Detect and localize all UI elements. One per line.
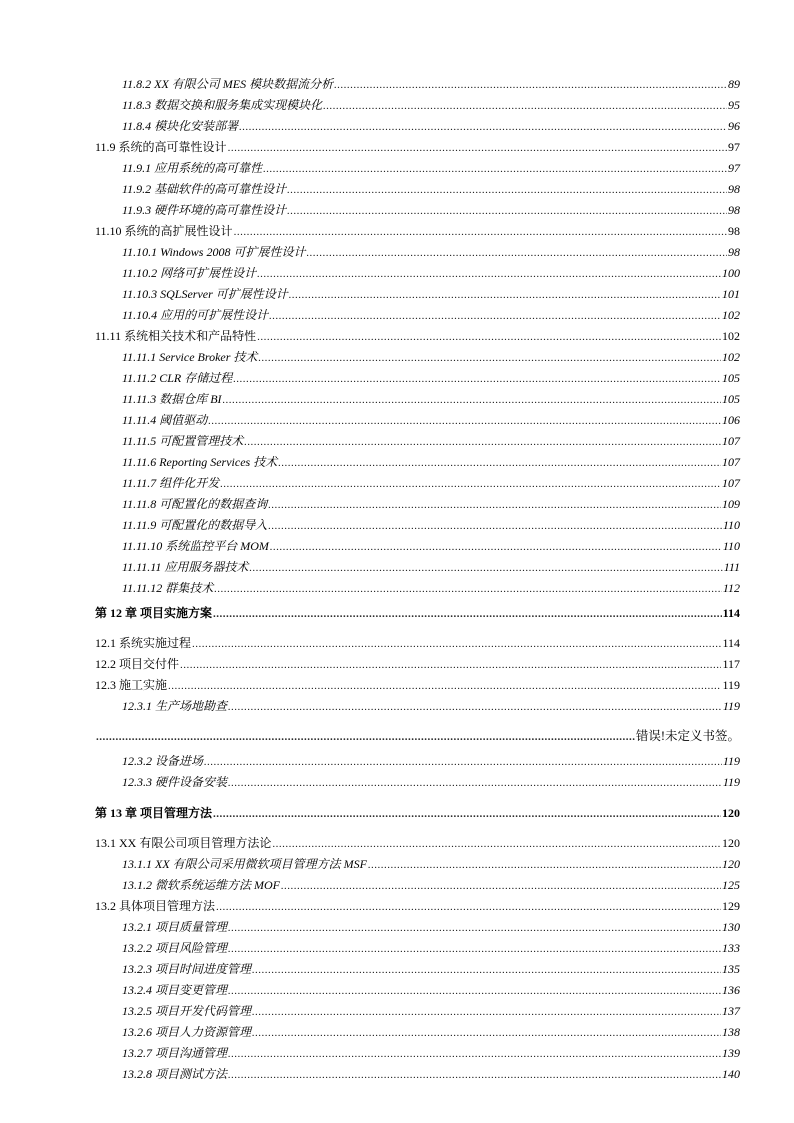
- toc-entry-label: 11.11.7 组件化开发: [122, 476, 220, 490]
- toc-entry-label: 13.2.5 项目开发代码管理: [122, 1004, 252, 1018]
- toc-entry-label: 第 12 章 项目实施方案: [95, 606, 213, 620]
- toc-entry[interactable]: [122, 1045, 740, 1061]
- toc-entry[interactable]: [95, 656, 740, 672]
- toc-entry[interactable]: [122, 753, 740, 769]
- toc-leader-dots: [289, 287, 721, 303]
- toc-entry-label: 13.2.3 项目时间进度管理: [122, 962, 252, 976]
- toc-entry-label: 13.2.2 项目风险管理: [122, 941, 228, 955]
- toc-page-number: 136: [722, 983, 740, 997]
- toc-page-number: 109: [722, 497, 740, 511]
- toc-page-number: 107: [722, 434, 740, 448]
- toc-leader-dots: [204, 754, 722, 770]
- toc-entry[interactable]: [122, 496, 740, 512]
- toc-leader-dots: [228, 140, 727, 156]
- toc-page-number: 129: [722, 899, 740, 913]
- toc-page-number: 98: [728, 203, 740, 217]
- toc-entry[interactable]: [122, 559, 740, 575]
- toc-entry-label: 11.11.8 可配置化的数据查询: [122, 497, 268, 511]
- toc-leader-dots: [213, 806, 721, 822]
- toc-entry[interactable]: [122, 961, 740, 977]
- toc-leader-dots: [180, 657, 721, 673]
- toc-page-number: 133: [722, 941, 740, 955]
- toc-page-number: 98: [728, 224, 740, 238]
- toc-page-number: 101: [722, 287, 740, 301]
- toc-leader-dots: [252, 962, 721, 978]
- toc-entry[interactable]: [122, 1003, 740, 1019]
- toc-page-number: 102: [722, 308, 740, 322]
- toc-entry-label: 12.3.1 生产场地勘查: [122, 699, 228, 713]
- toc-entry-label: 11.11.11 应用服务器技术: [122, 560, 249, 574]
- toc-entry-label: 13.2.4 项目变更管理: [122, 983, 228, 997]
- toc-leader-dots: [257, 266, 721, 282]
- toc-leader-dots: [223, 392, 721, 408]
- toc-leader-dots: [252, 1004, 721, 1020]
- toc-leader-dots: [214, 581, 722, 597]
- toc-entry[interactable]: [122, 940, 740, 956]
- toc-page-number: 97: [728, 140, 740, 154]
- toc-entry-label: 11.8.2 XX 有限公司 MES 模块数据流分析: [122, 77, 334, 91]
- toc-entry-label: 11.11.1 Service Broker 技术: [122, 350, 258, 364]
- toc-entry[interactable]: [122, 580, 740, 596]
- toc-leader-dots: [228, 941, 721, 957]
- toc-leader-dots: [334, 77, 727, 93]
- toc-entry[interactable]: [122, 181, 740, 197]
- toc-page-number: 105: [722, 371, 740, 385]
- toc-leader-dots: [228, 699, 722, 715]
- toc-page-number: 138: [722, 1025, 740, 1039]
- toc-leader-dots: [96, 729, 635, 745]
- toc-entry[interactable]: [122, 982, 740, 998]
- toc-page-number: 120: [722, 857, 740, 871]
- toc-page-number: 135: [722, 962, 740, 976]
- toc-leader-dots: [287, 203, 727, 219]
- toc-entry-label: 12.3.3 硬件设备安装: [122, 775, 228, 789]
- toc-page-number: 140: [722, 1067, 740, 1081]
- toc-page-number: 95: [728, 98, 740, 112]
- toc-entry[interactable]: [95, 635, 740, 651]
- toc-entry-label: 11.10 系统的高扩展性设计: [95, 224, 233, 238]
- toc-chapter-entry[interactable]: [95, 805, 740, 821]
- toc-page-number: 119: [722, 678, 740, 692]
- toc-entry[interactable]: [122, 349, 740, 365]
- toc-page-number: 107: [722, 476, 740, 490]
- toc-leader-dots: [216, 899, 721, 915]
- toc-leader-dots: [269, 308, 721, 324]
- toc-entry[interactable]: [95, 139, 740, 155]
- toc-entry[interactable]: [122, 286, 740, 302]
- toc-entry-label: 第 13 章 项目管理方法: [95, 806, 213, 820]
- toc-page-number: 112: [722, 581, 740, 595]
- toc-entry[interactable]: [95, 223, 740, 239]
- toc-leader-dots: [257, 329, 721, 345]
- toc-leader-dots: [228, 1046, 721, 1062]
- toc-page-number: 102: [722, 329, 740, 343]
- toc-page-number: 114: [722, 636, 740, 650]
- toc-page-number: 137: [722, 1004, 740, 1018]
- toc-entry-label: 11.8.3 数据交换和服务集成实现模块化: [122, 98, 323, 112]
- toc-page-number: 98: [728, 182, 740, 196]
- toc-entry[interactable]: [122, 877, 740, 893]
- toc-entry-label: 11.10.1 Windows 2008 可扩展性设计: [122, 245, 306, 259]
- toc-leader-dots: [270, 539, 722, 555]
- toc-entry-label: 11.11.3 数据仓库 BI: [122, 392, 222, 406]
- toc-leader-dots: [268, 497, 721, 513]
- toc-entry-label: 11.9.2 基础软件的高可靠性设计: [122, 182, 287, 196]
- toc-entry-label: 11.9 系统的高可靠性设计: [95, 140, 227, 154]
- toc-entry[interactable]: [122, 160, 740, 176]
- toc-entry-label: 11.11.9 可配置化的数据导入: [122, 518, 268, 532]
- toc-leader-dots: [278, 455, 721, 471]
- toc-entry-label: 11.10.4 应用的可扩展性设计: [122, 308, 269, 322]
- toc-page-number: 130: [722, 920, 740, 934]
- toc-entry[interactable]: [122, 1024, 740, 1040]
- toc-page-number: 100: [722, 266, 740, 280]
- toc-leader-dots: [228, 920, 721, 936]
- toc-entry-label: 13.2.8 项目测试方法: [122, 1067, 228, 1081]
- toc-entry-label: 11.11.5 可配置管理技术: [122, 434, 244, 448]
- toc-leader-dots: [228, 775, 722, 791]
- toc-leader-dots: [306, 245, 727, 261]
- toc-entry[interactable]: [122, 538, 740, 554]
- toc-entry[interactable]: [122, 118, 740, 134]
- toc-entry[interactable]: [95, 728, 740, 744]
- toc-entry[interactable]: [122, 76, 740, 92]
- toc-entry[interactable]: [122, 919, 740, 935]
- toc-entry[interactable]: [122, 265, 740, 281]
- toc-entry-label: 11.9.1 应用系统的高可靠性: [122, 161, 263, 175]
- toc-entry-label: 11.11.4 阈值驱动: [122, 413, 208, 427]
- toc-entry[interactable]: [95, 898, 740, 914]
- toc-entry[interactable]: [122, 391, 740, 407]
- toc-page-number: 125: [722, 878, 740, 892]
- toc-entry[interactable]: [122, 370, 740, 386]
- toc-entry[interactable]: [122, 244, 740, 260]
- toc-entry[interactable]: [95, 677, 740, 693]
- toc-page-number: 89: [728, 77, 740, 91]
- toc-entry-label: 13.2.6 项目人力资源管理: [122, 1025, 252, 1039]
- toc-page-number: 120: [722, 806, 740, 820]
- toc-leader-dots: [323, 98, 727, 114]
- toc-leader-dots: [263, 161, 727, 177]
- toc-page-number: 96: [728, 119, 740, 133]
- toc-entry-label: 11.11.10 系统监控平台 MOM: [122, 539, 269, 553]
- toc-entry[interactable]: [122, 1066, 740, 1082]
- toc-page-number: 120: [722, 836, 740, 850]
- toc-page-number: 119: [722, 754, 740, 768]
- toc-entry[interactable]: [122, 856, 740, 872]
- toc-leader-dots: [192, 636, 721, 652]
- toc-entry[interactable]: [122, 774, 740, 790]
- toc-leader-dots: [233, 371, 721, 387]
- toc-page-number: 117: [722, 657, 740, 671]
- toc-entry-label: 11.11.6 Reporting Services 技术: [122, 455, 278, 469]
- toc-page-number: 119: [722, 699, 740, 713]
- toc-entry-label: 12.3.2 设备进场: [122, 754, 204, 768]
- toc-page-number: 110: [722, 518, 740, 532]
- toc-entry[interactable]: [122, 433, 740, 449]
- toc-entry[interactable]: [122, 454, 740, 470]
- toc-leader-dots: [268, 518, 722, 534]
- toc-entry-label: 13.2.7 项目沟通管理: [122, 1046, 228, 1060]
- toc-entry-label: 13.1 XX 有限公司项目管理方法论: [95, 836, 272, 850]
- toc-entry[interactable]: [95, 328, 740, 344]
- toc-page-number: 105: [722, 392, 740, 406]
- toc-page-number: 119: [722, 775, 740, 789]
- toc-page-number: 139: [722, 1046, 740, 1060]
- toc-entry-label: 13.2 具体项目管理方法: [95, 899, 216, 913]
- toc-entry[interactable]: [122, 475, 740, 491]
- toc-entry-label: 13.2.1 项目质量管理: [122, 920, 228, 934]
- toc-leader-dots: [272, 836, 721, 852]
- toc-page-number: 106: [722, 413, 740, 427]
- toc-page-number: 102: [722, 350, 740, 364]
- toc-entry-label: 13.1.2 微软系统运维方法 MOF: [122, 878, 280, 892]
- toc-entry[interactable]: [122, 202, 740, 218]
- toc-entry-label: 11.11 系统相关技术和产品特性: [95, 329, 257, 343]
- toc-leader-dots: [220, 476, 721, 492]
- toc-entry[interactable]: [122, 698, 740, 714]
- toc-entry-label: 11.8.4 模块化安装部署: [122, 119, 239, 133]
- toc-leader-dots: [234, 224, 727, 240]
- toc-entry[interactable]: [122, 412, 740, 428]
- toc-leader-dots: [368, 857, 721, 873]
- toc-page-number: 98: [728, 245, 740, 259]
- toc-page-number: 错误!未定义书签。: [635, 729, 740, 743]
- toc-leader-dots: [244, 434, 721, 450]
- toc-entry-label: 13.1.1 XX 有限公司采用微软项目管理方法 MSF: [122, 857, 367, 871]
- toc-entry-label: 11.11.2 CLR 存储过程: [122, 371, 233, 385]
- toc-leader-dots: [249, 560, 722, 576]
- toc-leader-dots: [208, 413, 721, 429]
- toc-entry[interactable]: [122, 307, 740, 323]
- toc-page-number: 97: [728, 161, 740, 175]
- toc-leader-dots: [228, 983, 721, 999]
- toc-leader-dots: [287, 182, 727, 198]
- toc-entry-label: 12.3 施工实施: [95, 678, 168, 692]
- toc-leader-dots: [258, 350, 721, 366]
- toc-page-number: 107: [722, 455, 740, 469]
- toc-chapter-entry[interactable]: [95, 605, 740, 621]
- toc-leader-dots: [228, 1067, 721, 1083]
- toc-entry-label: 12.2 项目交付件: [95, 657, 180, 671]
- toc-leader-dots: [213, 606, 722, 622]
- toc-page-number: 114: [722, 606, 740, 620]
- toc-entry[interactable]: [122, 97, 740, 113]
- toc-leader-dots: [281, 878, 721, 894]
- toc-leader-dots: [239, 119, 727, 135]
- toc-entry-label: 11.11.12 群集技术: [122, 581, 214, 595]
- toc-leader-dots: [168, 678, 721, 694]
- toc-page-number: 111: [723, 560, 740, 574]
- toc-page-number: 110: [722, 539, 740, 553]
- toc-leader-dots: [252, 1025, 721, 1041]
- toc-entry[interactable]: [95, 835, 740, 851]
- toc-entry-label: 11.10.2 网络可扩展性设计: [122, 266, 257, 280]
- toc-entry-label: 11.9.3 硬件环境的高可靠性设计: [122, 203, 287, 217]
- toc-entry[interactable]: [122, 517, 740, 533]
- toc-entry-label: 12.1 系统实施过程: [95, 636, 192, 650]
- toc-entry-label: 11.10.3 SQLServer 可扩展性设计: [122, 287, 288, 301]
